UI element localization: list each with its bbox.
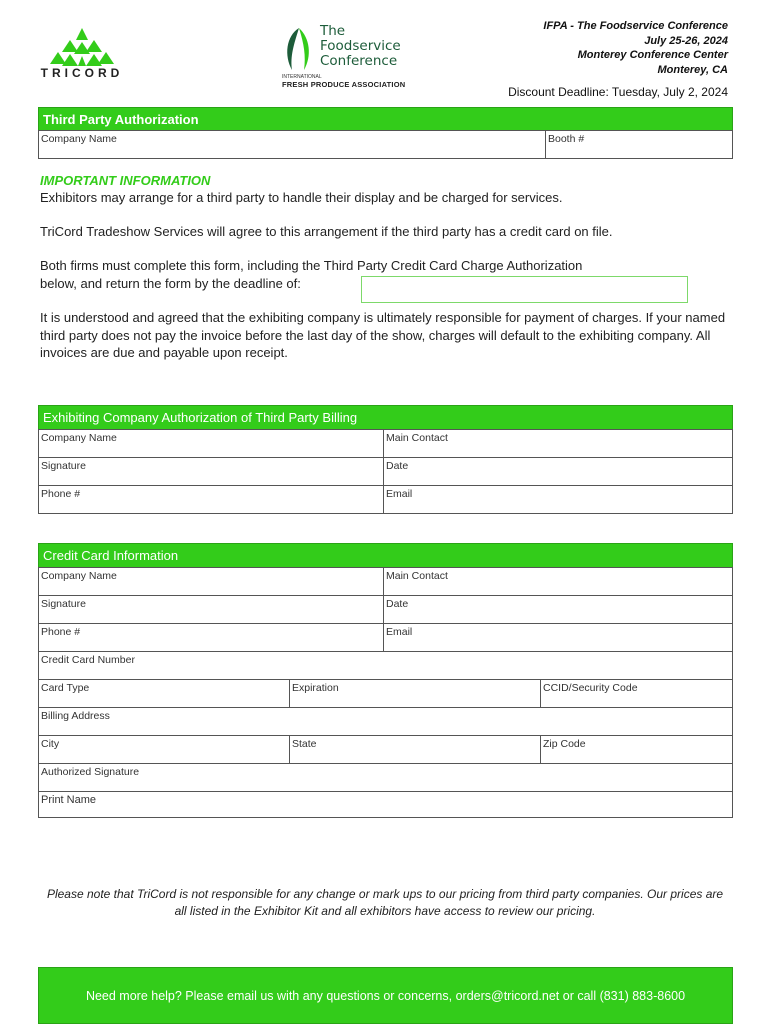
- tricord-leaf-icon: [32, 26, 132, 68]
- third-party-company-field[interactable]: [38, 130, 546, 159]
- help-footer: Need more help? Please email us with any questions or concerns, orders@tricord.net or call (831) 883-8600: [38, 967, 733, 1024]
- credit-date-field[interactable]: Date: [383, 595, 733, 624]
- ifpa-association-label: FRESH PRODUCE ASSOCIATION: [282, 80, 406, 89]
- important-paragraph-4: It is understood and agreed that the exhibiting company is ultimately responsible for payment of charges. If your named third party does not pay the invoice before the last day of the show, charges will default to the exhibiting company. All invoices are due and payable upon receipt.: [40, 310, 726, 360]
- ifpa-sub-label: INTERNATIONAL: [282, 74, 322, 80]
- pricing-note: Please note that TriCord is not responsible for any change or mark ups to our pricing from third party companies. Our prices are all listed in the Exhibitor Kit and all exhibitors have access to review our pricing.: [46, 887, 724, 918]
- authorized-signature-field[interactable]: Authorized Signature: [38, 763, 733, 792]
- exhibiting-company-header: Exhibiting Company Authorization of Third Party Billing: [38, 405, 733, 430]
- important-paragraph-3: Both firms must complete this form, including the Third Party Credit Card Charge Authorization below, and return the form by the deadline of:: [40, 258, 583, 291]
- exhibiting-signature-field[interactable]: Signature: [38, 457, 384, 486]
- third-party-authorization-header: Third Party Authorization: [38, 107, 733, 131]
- important-paragraph-1: Exhibitors may arrange for a third party to handle their display and be charged for services.: [40, 190, 563, 205]
- print-name-field[interactable]: Print Name: [38, 791, 733, 818]
- ifpa-leaf-icon: [282, 26, 316, 72]
- zip-code-field[interactable]: Zip Code: [540, 735, 733, 764]
- tricord-wordmark: TRICORD: [40, 66, 124, 80]
- credit-card-number-field[interactable]: Credit Card Number: [38, 651, 733, 680]
- billing-address-field[interactable]: Billing Address: [38, 707, 733, 736]
- exhibiting-date-field[interactable]: Date: [383, 457, 733, 486]
- exhibiting-email-field[interactable]: Email: [383, 485, 733, 514]
- booth-number-field[interactable]: [545, 130, 733, 159]
- city-field[interactable]: City: [38, 735, 290, 764]
- third-party-company-label: Company Name: [41, 133, 117, 145]
- important-information-title: IMPORTANT INFORMATION: [40, 173, 211, 188]
- card-type-field[interactable]: Card Type: [38, 679, 290, 708]
- event-venue: Monterey Conference Center: [577, 49, 728, 61]
- exhibiting-contact-field[interactable]: Main Contact: [383, 429, 733, 458]
- exhibiting-phone-field[interactable]: Phone #: [38, 485, 384, 514]
- credit-card-header: Credit Card Information: [38, 543, 733, 568]
- exhibiting-company-field[interactable]: Company Name: [38, 429, 384, 458]
- credit-contact-field[interactable]: Main Contact: [383, 567, 733, 596]
- event-title: IFPA - The Foodservice Conference: [543, 20, 728, 32]
- ifpa-conference-name: The Foodservice Conference: [320, 23, 401, 69]
- credit-signature-field[interactable]: Signature: [38, 595, 384, 624]
- event-dates: July 25-26, 2024: [644, 34, 728, 47]
- event-info: [543, 19, 728, 77]
- tricord-logo: [32, 26, 132, 86]
- credit-company-field[interactable]: Company Name: [38, 567, 384, 596]
- ccid-field[interactable]: CCID/Security Code: [540, 679, 733, 708]
- ifpa-logo: [282, 24, 412, 90]
- expiration-field[interactable]: Expiration: [289, 679, 541, 708]
- important-paragraph-2: TriCord Tradeshow Services will agree to this arrangement if the third party has a credit card on file.: [40, 224, 613, 239]
- event-location: Monterey, CA: [657, 63, 728, 76]
- return-deadline-input[interactable]: [361, 276, 688, 303]
- discount-deadline: Discount Deadline: Tuesday, July 2, 2024: [508, 85, 728, 99]
- credit-phone-field[interactable]: Phone #: [38, 623, 384, 652]
- booth-number-label: Booth #: [548, 133, 585, 145]
- state-field[interactable]: State: [289, 735, 541, 764]
- credit-email-field[interactable]: Email: [383, 623, 733, 652]
